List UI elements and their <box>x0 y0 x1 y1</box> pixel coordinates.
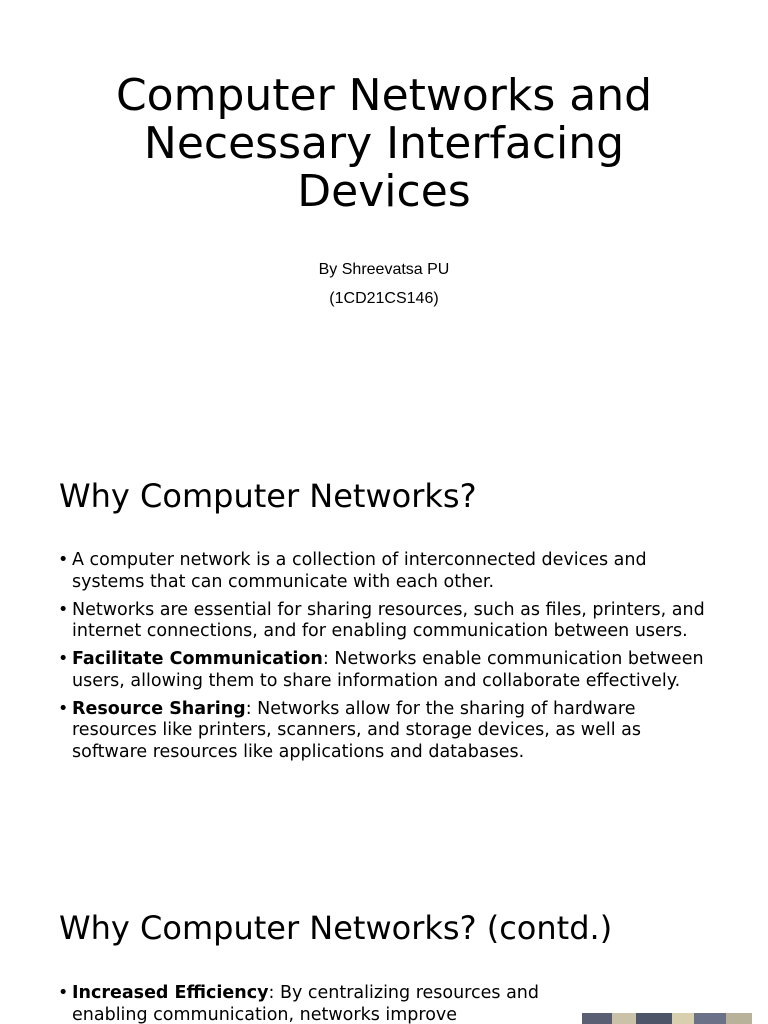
bullet-text: A computer network is a collection of interconnected devices and systems that can communicate with each other. <box>72 550 647 592</box>
slide-why-networks <box>0 432 768 864</box>
bullet-item <box>58 649 718 692</box>
title-line-1: Computer Networks and <box>115 70 653 121</box>
bullet-item <box>58 699 718 764</box>
bullet-bold-term: Facilitate Communication <box>72 649 323 669</box>
author-name: By Shreevatsa PU <box>318 261 450 278</box>
bullet-list <box>58 983 573 1024</box>
bullet-text: Networks are essential for sharing resources, such as files, printers, and internet connections, and for enabling communication between users. <box>72 599 705 641</box>
image-tile <box>612 1013 636 1024</box>
slide-heading: Why Computer Networks? <box>59 477 477 515</box>
bullet-item <box>58 550 718 593</box>
bullet-list <box>58 550 718 770</box>
image-tile <box>726 1013 752 1024</box>
image-tile <box>694 1013 726 1024</box>
title-slide <box>0 0 768 432</box>
bullet-dot: • <box>58 698 69 719</box>
title-line-3: Devices <box>297 166 471 217</box>
image-tile <box>636 1013 672 1024</box>
slide-why-networks-contd <box>0 864 768 1024</box>
bullet-item <box>58 983 573 1024</box>
bullet-text: : By centralizing resources and enabling communication, networks improve <box>72 983 539 1024</box>
bullet-item <box>58 600 718 643</box>
bullet-dot: • <box>58 983 69 1003</box>
bullet-dot: • <box>58 599 69 620</box>
bullet-dot: • <box>58 649 69 669</box>
title-line-2: Necessary Interfacing <box>143 118 625 169</box>
image-tile <box>582 1013 612 1024</box>
bullet-dot: • <box>58 550 69 570</box>
author-id: (1CD21CS146) <box>329 290 439 307</box>
image-tile <box>672 1013 694 1024</box>
slide-image <box>582 1011 752 1024</box>
slide-heading: Why Computer Networks? (contd.) <box>59 909 613 947</box>
bullet-bold-term: Resource Sharing <box>72 698 246 719</box>
presentation-title <box>0 72 768 216</box>
bullet-text: : Networks allow for the sharing of hardware resources like printers, scanners, and storage devices, as well as software resources like applications and databases. <box>72 698 641 762</box>
bullet-bold-term: Increased Efficiency <box>72 983 269 1003</box>
bullet-text: : Networks enable communication between users, allowing them to share information and collaborate effectively. <box>72 649 704 691</box>
